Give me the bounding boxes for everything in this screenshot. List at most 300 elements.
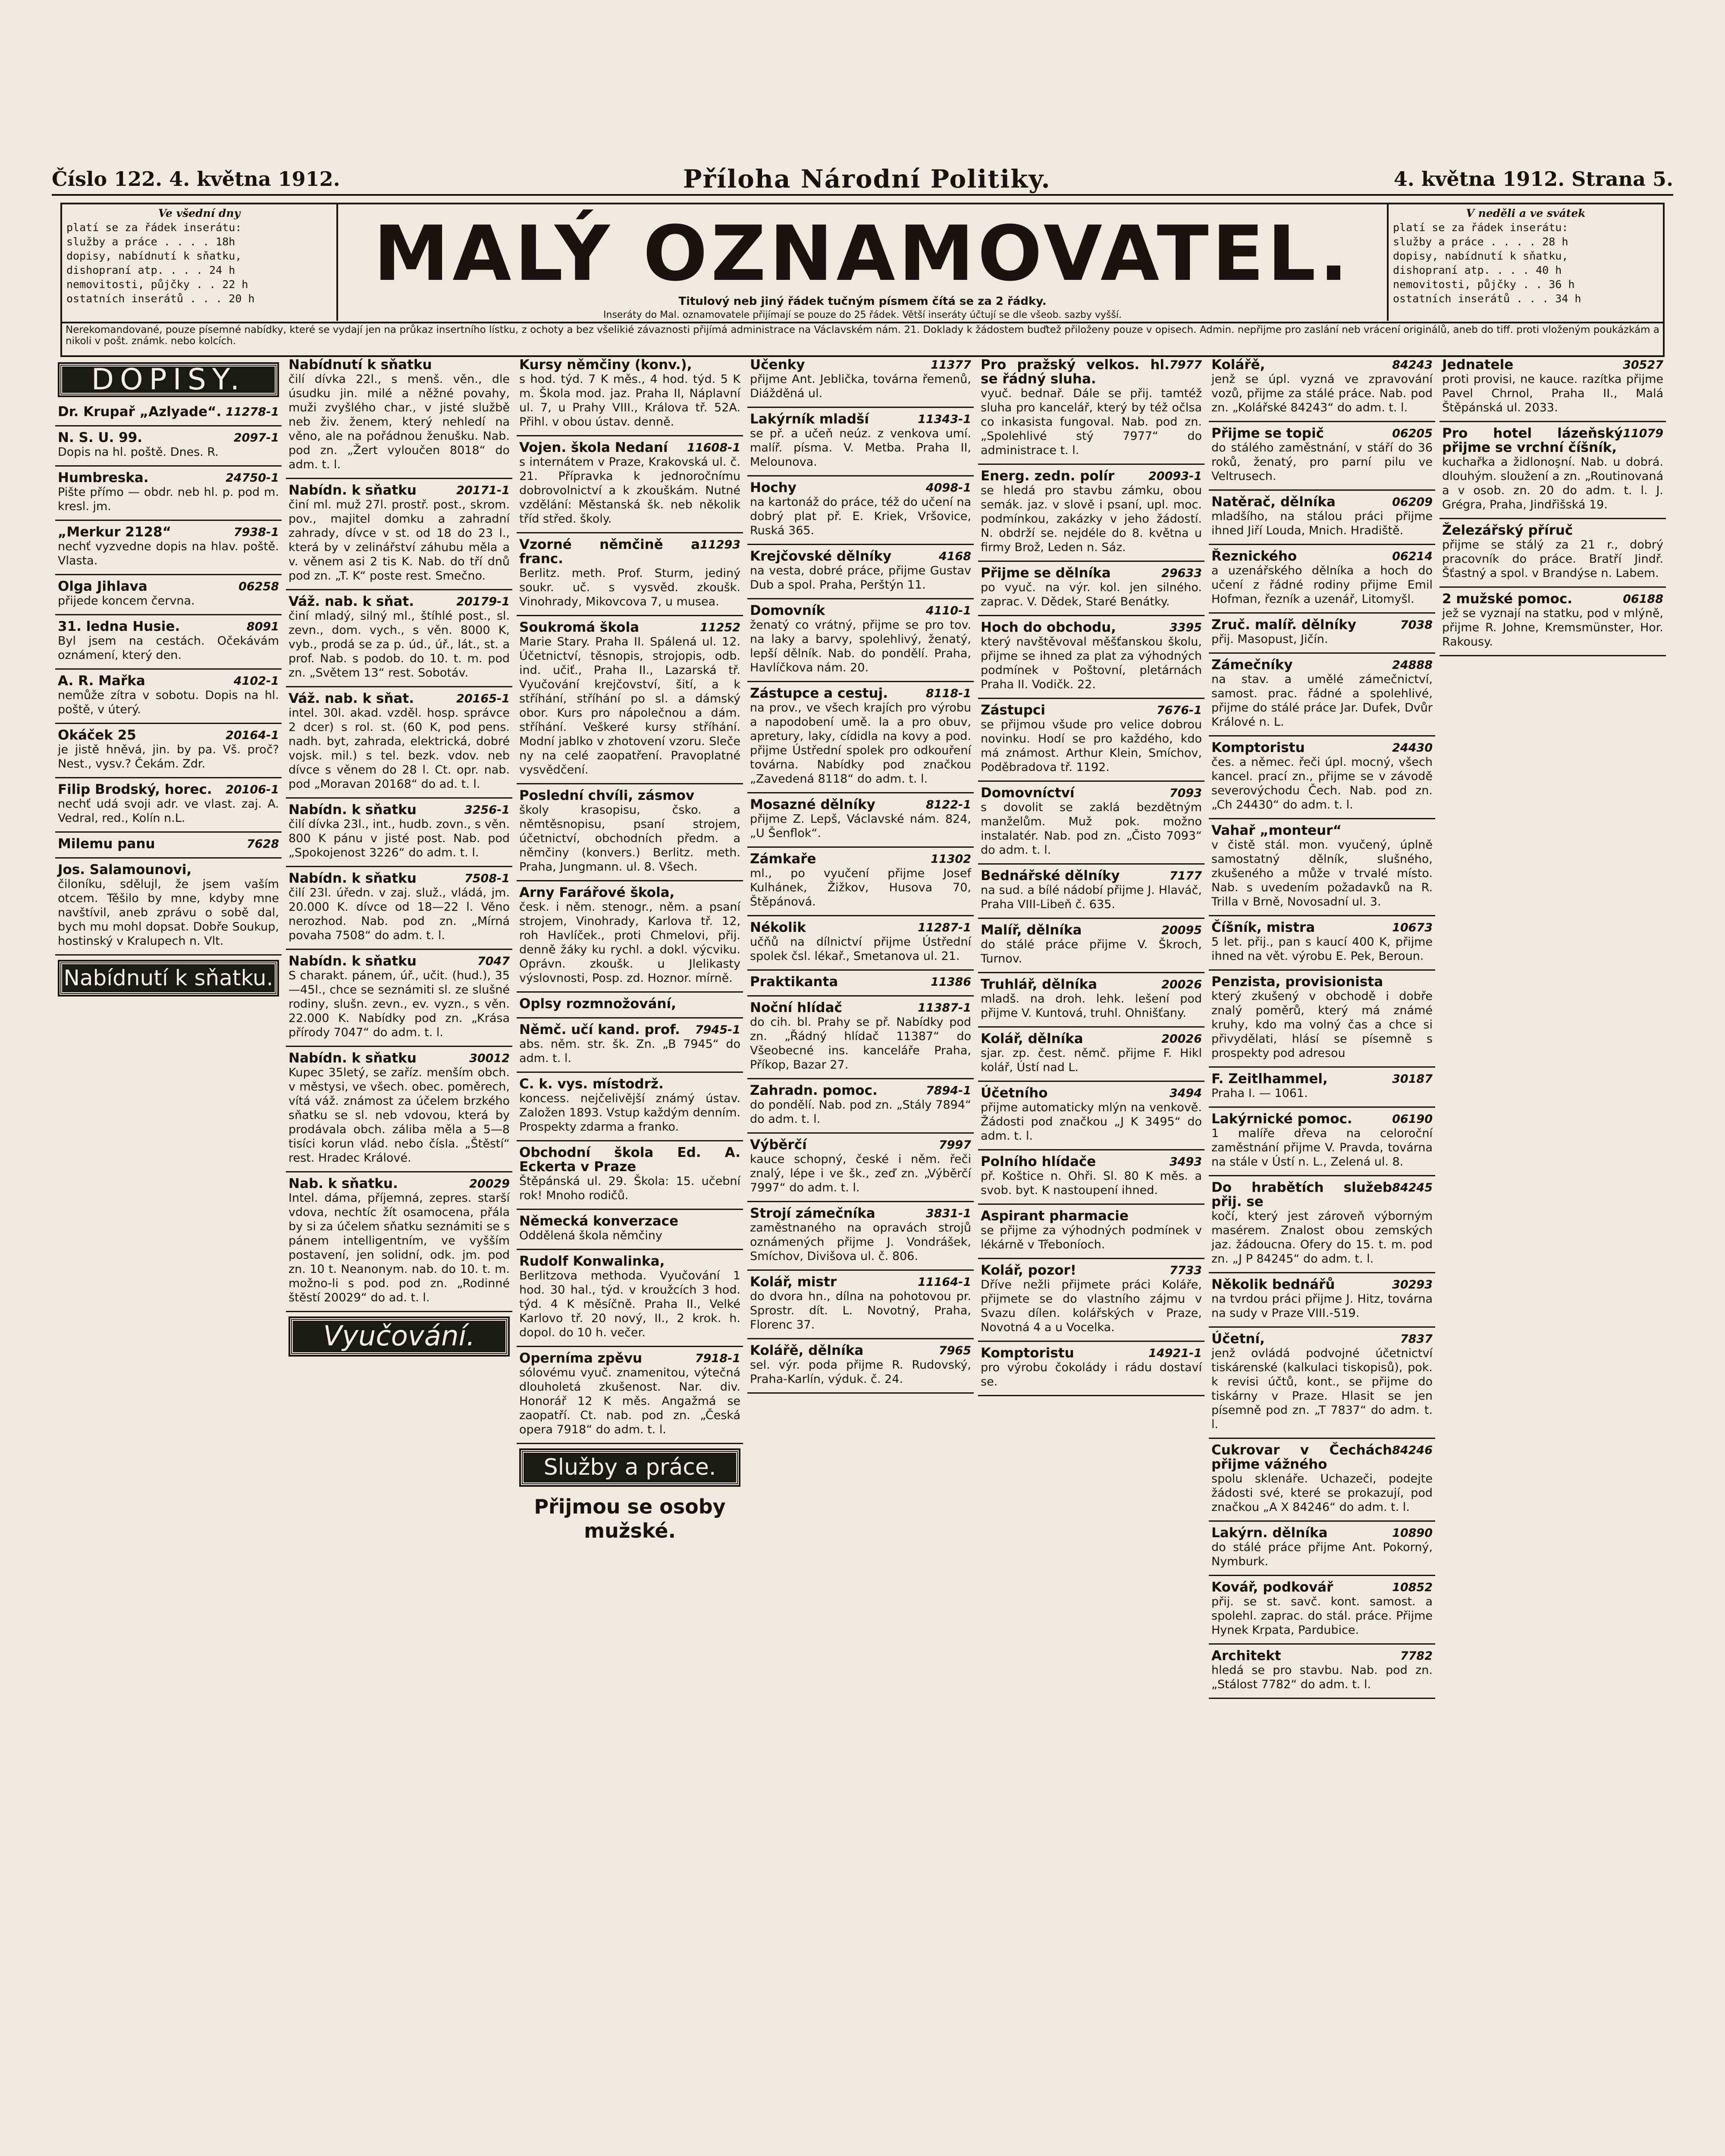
ad-number: 10852: [1392, 1581, 1433, 1594]
ad-divider: [747, 1269, 974, 1271]
ad-number: 06214: [1392, 550, 1433, 563]
column-2-ads: [286, 358, 512, 1312]
classified-ad: [750, 412, 971, 469]
classified-ad: [750, 358, 971, 401]
classified-ad: [289, 1051, 510, 1165]
ad-text: zaměstnaného na opravách strojů oznámených přijme J. Vondrášek, Smíchov, Divišova ul. č. 806.: [750, 1221, 971, 1263]
ad-heading: Hochy: [750, 480, 797, 495]
classified-ad: [750, 921, 971, 963]
ad-number: 4110-1: [925, 604, 971, 617]
ad-divider: [747, 969, 974, 971]
ad-divider: [286, 589, 512, 590]
ad-number: 20026: [1161, 978, 1202, 991]
ad-heading: Do hrabětích služeb přij. se: [1211, 1180, 1393, 1210]
classified-ad: [750, 549, 971, 592]
ad-heading: Domovníctví: [981, 785, 1075, 801]
ad-number: 84245: [1392, 1181, 1433, 1194]
ad-heading: A. R. Mařka: [58, 673, 145, 689]
ad-number: 3831-1: [925, 1207, 971, 1220]
ad-divider: [55, 425, 282, 426]
ad-text: který navštěvoval měšťanskou školu, přijme se ihned za plat za výhodných podmínek v Poštovní, pletárnách Praha II. Vodičk. 22.: [981, 635, 1202, 691]
ad-heading: Lakýrnické pomoc.: [1211, 1111, 1352, 1127]
classified-ad: [519, 441, 740, 526]
ad-heading: Vahař „monteur“: [1211, 823, 1342, 838]
ad-text: na prov., ve všech krajích pro výrobu a napodobení umě. la a pro obuv, apretury, laky, cídidla na kovy a pod. přijme Ústřední spolek pro odkouření továrna. Nabídky pod značkou „Zavedená 8118“ do adm. t. l.: [750, 701, 971, 786]
ad-number: 7177: [1169, 869, 1202, 883]
ad-number: 11079: [1623, 427, 1663, 440]
masthead-fineprint: Nerekomandované, pouze písemné nabídky, které se vydají jen na průkaz insertního lístku, z ochoty a bez všelikié závaznosti přijímá administrace na Václavském nám. 21. Dokladу k žádostem buďtež přiloženy pouze v opisech. Admin. nepřijme pro zaslání neb vrácení originálů, aneb do tiff. proti vloženým poukázkám a nikoli v pošt. známk. nebo kolcích.: [62, 322, 1663, 348]
classified-ad: [519, 789, 740, 874]
ad-text: 5 let. přij., pan s kaucí 400 K, přijme ihned na vět. výrobu E. Pek, Beroun.: [1211, 935, 1433, 963]
ad-divider: [55, 857, 282, 859]
classified-ad: [58, 837, 279, 851]
ad-divider: [747, 915, 974, 916]
rate-line: ostatních inserátů . . . 20 h: [66, 292, 255, 305]
ad-divider: [747, 1392, 974, 1394]
ad-number: 20165-1: [456, 692, 510, 705]
ad-heading: Přijme se topič: [1211, 426, 1324, 441]
ad-number: 7997: [938, 1138, 971, 1152]
ad-heading: Nabídn. k sňatku: [289, 483, 417, 498]
ad-divider: [286, 1311, 512, 1312]
ad-heading: Učenky: [750, 358, 805, 373]
classified-ad: [750, 604, 971, 675]
ad-heading: Kolář, pozor!: [981, 1263, 1076, 1278]
ad-text: kuchařka a židlonoşní. Nab. u dobrá. dlouhým. sloužení a zn. „Routinovaná a v osob. zn. 20 do adm. t. l. J. Grégra, Praha, Jindřišská 19.: [1442, 455, 1663, 511]
ad-text: nechť vyzvedne dopis na hlav. poště. Vlasta.: [58, 540, 279, 567]
masthead-subtitle: Titulový neb jiný řádek tučným písmem čítá se za 2 řádky.: [678, 295, 1047, 308]
ad-text: který zkušený v obchodě i dobře znalý poměrů, který má známé kruhy, kdo ma volný čas a chce si přivydělati, hlásí se písemně s prospekty pod adresou: [1211, 990, 1433, 1060]
ad-divider: [286, 478, 512, 479]
rate-line: dopisy, nabídnutí k sňatku,: [66, 250, 242, 262]
ad-number: 7733: [1169, 1264, 1202, 1277]
ad-text: s internátem v Praze, Krakovská ul. č. 21. Přípravka k jednoročnímu dobrovolnictví a k zkouškám. Nutné vzdělání: Městanská šk. neb několik tříd střed. školy.: [519, 455, 740, 526]
ad-divider: [286, 1046, 512, 1047]
ad-divider: [978, 1203, 1204, 1205]
ad-heading: Nabídn. k sňatku: [289, 802, 417, 818]
ad-heading: Jednatele: [1442, 358, 1514, 373]
ad-heading: Nabídnutí k sňatku: [289, 358, 432, 373]
classified-ad: [289, 692, 510, 791]
ad-divider: [517, 1140, 743, 1141]
ad-heading: Cukrovar v Čechách přijme vážného: [1211, 1442, 1393, 1472]
ad-heading: Lakýrník mladší: [750, 411, 869, 427]
ad-number: 11287-1: [918, 921, 971, 934]
ad-divider: [747, 475, 974, 476]
ad-heading: Kolářě,: [1211, 358, 1265, 373]
classified-ad: [750, 1275, 971, 1332]
classified-ad: [519, 997, 740, 1011]
ad-divider: [1440, 518, 1666, 519]
ad-text: nechť udá svoji adr. ve vlast. zaj. A. Vedral, red., Kolín n.L.: [58, 797, 279, 825]
ad-text: proti provisi, ne kauce. razítka přijme Pavel Chrnol, Praha II., Malá Štěpánská ul. 2033.: [1442, 373, 1663, 414]
ad-divider: [1209, 489, 1435, 491]
ad-text: přijme automaticky mlýn na venkově. Žádosti pod značkou „J K 3495“ do adm. t. l.: [981, 1101, 1202, 1143]
section-title: MALÝ OZNAMOVATEL.: [373, 210, 1352, 298]
ad-text: čilí 23l. úředn. v zaj. služ., vládá, jm. 20.000 K. dívce od 18—22 l. Věno nerozhod. Nab. pod zn. „Mírná povaha 7508“ do adm. t. l.: [289, 886, 510, 942]
ad-divider: [517, 435, 743, 436]
ad-text: nemůže zítra v sobotu. Dopis na hl. poště, v úterý.: [58, 689, 279, 716]
ad-number: 3494: [1169, 1087, 1202, 1100]
ad-number: 11252: [700, 621, 740, 634]
column-3: [517, 358, 743, 2156]
ad-heading: Nabídn. k sňatku: [289, 871, 417, 886]
classified-ad: [750, 1344, 971, 1386]
column-5-ads: [978, 358, 1204, 1396]
ad-divider: [517, 1209, 743, 1210]
ad-heading: Aspirant pharmacie: [981, 1208, 1129, 1224]
classified-ad: [1211, 1072, 1433, 1100]
classified-ad: [519, 1023, 740, 1065]
ad-heading: Noční hlídač: [750, 1000, 842, 1015]
ad-divider: [55, 465, 282, 467]
ad-heading: Vzorné němčině a franc.: [519, 537, 700, 567]
ad-number: 14921-1: [1148, 1347, 1202, 1360]
ad-heading: Natěrač, dělníka: [1211, 494, 1336, 510]
classified-ad: [289, 954, 510, 1040]
ad-divider: [747, 1201, 974, 1202]
ad-divider: [747, 1078, 974, 1079]
ad-heading: Nékolik: [750, 920, 806, 935]
ad-heading: Filip Brodský, horec.: [58, 782, 212, 797]
ad-number: 30012: [469, 1052, 510, 1065]
ad-text: s hod. týd. 7 K měs., 4 hod. týd. 5 K m. Škola mod. jaz. Praha II, Náplavní ul. 7, u Prahy VIII., Králova tř. 52A. Přihl. v obou ústav. denně.: [519, 373, 740, 429]
classified-ad: [981, 703, 1202, 774]
ad-text: př. Koštice n. Ohři. Sl. 80 K měs. a svob. byt. K nastoupení ihned.: [981, 1169, 1202, 1197]
classified-ad: [1211, 824, 1433, 909]
ad-text: Berlitz. meth. Prof. Sturm, jediný soukr. uč. s vysvěd. zkoušk. Vinohrady, Mikovcova 7, u musea.: [519, 567, 740, 608]
ad-text: mladš. na droh. lehk. lešení pod přijme V. Kuntová, truhl. Ohnišťany.: [981, 992, 1202, 1020]
ad-heading: Dr. Krupař „Azlyade“.: [58, 404, 222, 420]
ad-text: na sud. a bílé nádobí přijme J. Hlaváč, Praha VIII-Libeň č. 635.: [981, 884, 1202, 911]
ad-divider: [1209, 1175, 1435, 1176]
ad-number: 06188: [1623, 592, 1663, 606]
ad-number: 3493: [1169, 1155, 1202, 1169]
ad-number: 06209: [1392, 495, 1433, 509]
ad-text: pro výrobu čokolády i rádu dostaví se.: [981, 1361, 1202, 1388]
ad-divider: [55, 520, 282, 521]
ad-text: čes. a němec. řeči úpl. mocný, všech kancel. prací zn., přijme se v závodě severovýchodu Čech. Nab. pod zn. „Ch 24430“ do adm. t. l.: [1211, 755, 1433, 812]
classified-ad: [58, 471, 279, 514]
ad-number: 2097-1: [233, 431, 279, 445]
ad-divider: [747, 598, 974, 599]
ad-number: 24888: [1392, 658, 1433, 672]
rate-line: dopisy, nabídnutí k sňatku,: [1393, 250, 1568, 262]
ad-number: 24750-1: [226, 471, 279, 485]
classified-ad: [289, 483, 510, 583]
ad-divider: [517, 1017, 743, 1018]
ad-divider: [517, 1346, 743, 1347]
ad-number: 20029: [469, 1177, 510, 1191]
masthead: [60, 203, 1665, 357]
classified-ad: [1211, 1181, 1433, 1266]
classified-ad: [58, 405, 279, 419]
ad-divider: [978, 1081, 1204, 1082]
ad-heading: Nab. k sňatku.: [289, 1176, 398, 1191]
ad-heading: Účetní,: [1211, 1331, 1265, 1347]
ad-text: se přijme za výhodných podmínek v lékárně v Třeboníoch.: [981, 1224, 1202, 1251]
rate-line: platí se za řádek inserátu:: [66, 221, 242, 234]
ad-heading: Lakýrn. dělníka: [1211, 1525, 1328, 1541]
page-number: 4. května 1912. Strana 5.: [1393, 167, 1673, 191]
ad-number: 8118-1: [925, 687, 971, 700]
ad-heading: Arny Farářové škola,: [519, 885, 675, 900]
ad-heading: Soukromá škola: [519, 620, 639, 635]
classified-ad: [1211, 618, 1433, 646]
ad-divider: [1209, 1106, 1435, 1108]
classified-ad: [58, 863, 279, 948]
classified-ad: [1211, 426, 1433, 483]
ad-number: 10673: [1392, 921, 1433, 934]
classified-ad: [1442, 358, 1663, 415]
classified-ad: [981, 358, 1202, 458]
ad-divider: [1209, 818, 1435, 819]
column-5: [978, 358, 1204, 2156]
ad-text: 1 malíře dřeva na celoroční zaměstnání přijme V. Pravda, továrna na stále v Ústí n. L., Zelená ul. 8.: [1211, 1127, 1433, 1169]
ad-text: Intel. dáma, příjemná, zepres. starší vdova, nechtíc žít osamocena, přála by si za účelem sňatku seznámiti se s pánem intelligentním, ve vyšším postavení, jen solidní, odk. jm. pod zn. 10 t. Neanonym. nab. do 10. t. m. možno-li s pod. pod zn. „Rodinné štěstí 20029“ do ad. t. l.: [289, 1191, 510, 1304]
ad-number: 30293: [1392, 1278, 1433, 1291]
ad-number: 20093-1: [1148, 470, 1202, 483]
classified-ad: [1442, 426, 1663, 512]
column-4: [747, 358, 974, 2156]
ad-heading: Milemu panu: [58, 836, 155, 852]
ad-divider: [1209, 915, 1435, 916]
ad-heading: Nabídn. k sňatku: [289, 1050, 417, 1066]
ad-divider: [286, 866, 512, 867]
ad-divider: [55, 668, 282, 670]
ad-divider: [747, 846, 974, 848]
ad-text: do stálé práce přijme Ant. Pokorný, Nymburk.: [1211, 1541, 1433, 1568]
ad-heading: Oplsy rozmnožování,: [519, 996, 676, 1012]
ad-text: mladšího, na stálou práci přijme ihned Jiří Louda, Mnich. Hradiště.: [1211, 510, 1433, 537]
ad-number: 20106-1: [226, 783, 279, 796]
ad-text: přijme Z. Lepš, Václavské nám. 824, „U Šenflok“.: [750, 812, 971, 840]
ad-divider: [517, 1443, 743, 1444]
ad-number: 20171-1: [456, 484, 510, 497]
ad-heading: Zruč. malíř. dělníky: [1211, 617, 1357, 633]
ad-text: S charakt. pánem, úř., učit. (hud.), 35—45l., chce se seznámiti sl. ze slušné rodiny, slušn. zevn., ev. vyzn., s věn. 22.000 K. Nabídky pod zn. „Krása přírody 7047“ do adm. t. l.: [289, 969, 510, 1039]
classified-ad: [1211, 1443, 1433, 1514]
ad-text: na stav. a umělé zámečnictví, samost. prac. řádné a spolehlivé, přijme do stálé práce Jar. Dufek, Dvůr Králové n. L.: [1211, 673, 1433, 729]
ad-divider: [517, 991, 743, 993]
ad-text: Marie Stary. Praha II. Spálená ul. 12. Účetnictví, těsnopis, strojopis, odb. ind. učiť., Praha II., Lazarská tř. Vyučování krejčovství, šití, a k stříhání, stříhání po sl. a dámský obor. Kurs pro nápolečnou a dám. stříhání. Veškeré kursy stříhání. Modní jablko v zhotovení vzoru. Sleče ny na celé zaopatření. Pravoplatné vysvědčení.: [519, 635, 740, 777]
column-2: [286, 358, 512, 2156]
ad-text: přij. se st. savč. kont. samost. a spolehl. zaprac. do stál. práce. Přijme Hynek Krpata, Pardubice.: [1211, 1595, 1433, 1637]
ad-divider: [747, 792, 974, 793]
ad-number: 11293: [700, 538, 740, 552]
ad-text: na vesta, dobré práce, přijme Gustav Dub a spol. Praha, Perštýn 11.: [750, 564, 971, 592]
classified-ad: [289, 595, 510, 680]
rate-line: ostatních inserátů . . . 34 h: [1393, 292, 1581, 305]
ad-text: Pište přímo — obdr. neb hl. p. pod m. kresl. jm.: [58, 486, 279, 513]
ad-text: s dovolit se zaklá bezdětným manželům. Muž pok. možno instalatér. Nab. pod zn. „Čisto 7093“ do adm. t. l.: [981, 801, 1202, 857]
ad-text: na kartonáž do práce, též do učení na dobrý plat př. E. Kriek, Vršovice, Ruská 365.: [750, 495, 971, 537]
classified-ad: [289, 871, 510, 943]
classified-ad: [750, 1138, 971, 1195]
ad-number: 84243: [1392, 358, 1433, 372]
ad-divider: [978, 698, 1204, 699]
ad-text: a uzenářského dělníka a hoch do učení z řádné rodiny přijme Emil Hofman, řezník a uzenář, Litomyšl.: [1211, 564, 1433, 606]
rate-line: nemovitosti, půjčky . . 22 h: [66, 278, 248, 291]
ad-divider: [517, 880, 743, 881]
ad-text: Byl jsem na cestách. Očekávám oznámení, který den.: [58, 634, 279, 662]
ad-heading: Zámečníky: [1211, 657, 1293, 673]
ad-number: 7628: [246, 837, 279, 851]
ad-text: školy krasopisu, čsko. a němtěsnopisu, psaní strojem, účetnictví, obchodních předm. a němčiny (konvers.) Berlitz. meth. Praha, Jungmann. ul. 8. Všech.: [519, 803, 740, 874]
ad-divider: [978, 918, 1204, 919]
ad-divider: [978, 561, 1204, 562]
classified-ad: [1442, 523, 1663, 580]
column-7-ads: [1440, 358, 1666, 656]
ad-divider: [517, 532, 743, 533]
ad-divider: [1209, 1698, 1435, 1699]
classified-ad: [289, 1177, 510, 1305]
classified-ad: [981, 1263, 1202, 1335]
ad-number: 29633: [1161, 567, 1202, 580]
ad-divider: [286, 1171, 512, 1172]
column-3-ads: [517, 358, 743, 1444]
section-heading-dopisy: DOPISY.: [60, 364, 277, 395]
ad-text: koncess. nejčelivější známý ústav. Založen 1893. Vstup každým denním. Prospekty zdarma a franko.: [519, 1092, 740, 1134]
classified-ad: [519, 1351, 740, 1437]
classified-ad: [58, 620, 279, 662]
ad-text: se přijmou všude pro velice dobrou novinku. Hodí se pro každého, kdo má známost. Arthur Klein, Smíchov, Poděbradova tř. 1192.: [981, 718, 1202, 774]
classified-ad: [981, 1086, 1202, 1143]
ad-number: 7676-1: [1156, 704, 1202, 717]
ad-heading: Účetního: [981, 1085, 1048, 1101]
ad-number: 06258: [238, 580, 279, 593]
ad-divider: [747, 544, 974, 545]
ad-text: sel. výr. poda přijme R. Rudovský, Praha-Karlín, výduk. č. 24.: [750, 1358, 971, 1386]
classified-ad: [1211, 975, 1433, 1060]
hire-heading: Přijmou se osoby mužské.: [534, 1495, 726, 1542]
classified-ad: [981, 869, 1202, 912]
classified-ad: [519, 1077, 740, 1134]
classified-ad: [58, 674, 279, 717]
ad-divider: [55, 723, 282, 724]
ad-heading: Pro hotel lázeňský přijme se vrchní číšník,: [1442, 426, 1623, 455]
classified-ad: [750, 1206, 971, 1263]
classified-ad: [519, 620, 740, 777]
ad-number: 7945-1: [695, 1023, 740, 1037]
column-6: [1209, 358, 1435, 2156]
ad-text: v čistě stál. mon. vyučený, úplně samostatný dělník, slušného, zkušeného a může v trvalé místo. Nab. s uvedením požadavků na R. Trilla v Brně, Novosadní ul. 3.: [1211, 838, 1433, 909]
ad-heading: 31. ledna Husie.: [58, 619, 180, 634]
ad-divider: [978, 1395, 1204, 1396]
ad-heading: Zámkaře: [750, 851, 816, 867]
classified-ad: [1211, 495, 1433, 538]
ad-number: 4168: [938, 550, 971, 563]
classified-ad: [981, 620, 1202, 692]
ad-text: Praha I. — 1061.: [1211, 1087, 1308, 1100]
ad-number: 11377: [931, 358, 971, 372]
classified-ad: [1442, 592, 1663, 649]
ad-heading: Architekt: [1211, 1648, 1281, 1664]
ad-text: se př. a učeň neúz. z venkova umí. malíř. písma. V. Metba. Praha II, Melounova.: [750, 427, 971, 469]
ad-divider: [747, 995, 974, 997]
ad-heading: Olga Jihlava: [58, 579, 147, 594]
ad-divider: [1209, 612, 1435, 614]
ad-text: ženatý co vrátný, přijme se pro tov. na laky a barvy, spolehlivý, ženatý, lepší dělník. Nab. do pondělí. Praha, Havlíčkova nám. 20.: [750, 618, 971, 674]
ad-text: do stálého zaměstnání, v stáří do 36 roků, ženatý, pro parní pilu ve Veltrusech.: [1211, 441, 1433, 483]
ad-text: sólovému vyuč. znamenitou, výtečná dlouholetá zkušenost. Nar. div. Honorář 12 K měs. Angažmá se zaopatří. Ct. nab. pod zn. „Česká opera 7918“ do adm. t. l.: [519, 1366, 740, 1436]
ad-number: 11343-1: [918, 413, 971, 426]
classified-ad: [519, 1214, 740, 1243]
ad-number: 7977: [1169, 358, 1202, 372]
ad-divider: [517, 783, 743, 784]
ad-heading: C. k. vys. místodrž.: [519, 1076, 664, 1092]
classified-ad: [519, 886, 740, 985]
ad-number: 11302: [931, 852, 971, 866]
section-heading-snatku: Nabídnutí k sňatku.: [60, 962, 277, 995]
classified-ad: [289, 358, 510, 472]
ad-number: 8122-1: [925, 798, 971, 812]
ad-text: sjar. zp. čest. němč. přijme F. Hikl kolář, Ústí nad L.: [981, 1047, 1202, 1074]
classified-ad: [750, 686, 971, 786]
ad-text: abs. něm. str. šk. Zn. „B 7945“ do adm. t. l.: [519, 1037, 740, 1065]
classified-ad: [58, 728, 279, 771]
ad-divider: [1209, 652, 1435, 654]
ad-text: vyuč. bednař. Dále se přij. tamtéž sluha pro kancelář, který by též očlsa co inkasista fungoval. Nab. pod zn. „Spolehlivé stý 7977“ do administrace t. l.: [981, 387, 1202, 457]
ad-number: 11278-1: [226, 405, 279, 419]
ad-divider: [55, 831, 282, 833]
ad-number: 30527: [1623, 358, 1663, 372]
rate-line: dishopraní atp. . . . 40 h: [1393, 264, 1562, 276]
classified-ad: [519, 358, 740, 429]
ad-text: spolu sklenáře. Uchazeči, podejte žádosti své, které se prokazují, pod značkou „A X 84246“ do adm. t. l.: [1211, 1472, 1433, 1514]
classified-ad: [750, 481, 971, 538]
ad-number: 7047: [477, 955, 510, 968]
ad-divider: [978, 1149, 1204, 1150]
ad-columns: [55, 358, 1668, 2156]
ad-text: jež se vyznají na statku, pod v mlýně, přijme R. Johne, Kremsmünster, Hor. Rakousy.: [1442, 607, 1663, 649]
ad-divider: [978, 1341, 1204, 1342]
ad-heading: „Merkur 2128“: [58, 524, 171, 540]
ad-heading: Němč. učí kand. prof.: [519, 1022, 680, 1037]
ad-number: 84246: [1392, 1444, 1433, 1457]
ad-heading: Zástupci: [981, 702, 1045, 718]
ad-text: čiloníku, sdělujl, že jsem vaším otcem. Těšilo by mne, kdyby mne navštívil, aneb zprávu o sobě dal, bych mu mohl dopsat. Dobře Soukup, hostinský v Kralupech n. Vlt.: [58, 877, 279, 948]
classified-ad: [58, 580, 279, 608]
ad-number: 7782: [1400, 1649, 1433, 1663]
ad-divider: [1209, 421, 1435, 422]
classified-ad: [1211, 1332, 1433, 1432]
ad-heading: Strojí zámečníka: [750, 1206, 875, 1221]
ad-text: činí mladý, silný ml., štíhlé post., sl. zevn., dom. vych., s věn. 8000 K, vyb., prodá se za p. úd., úř., lát., st. a prof. Nab. s podob. do 10. t. m. pod zn. „Světem 13“ rest. Sobotáv.: [289, 609, 510, 680]
ad-text: Štěpánská ul. 29. Škola: 15. učební rok! Mnoho rodičů.: [519, 1175, 740, 1202]
ad-heading: Kovář, podkovář: [1211, 1579, 1333, 1595]
rate-line: platí se za řádek inserátu:: [1393, 221, 1568, 234]
classified-ad: [750, 975, 971, 989]
ad-number: 7894-1: [925, 1084, 971, 1097]
classified-ad: [750, 798, 971, 840]
rate-line: nemovitosti, půjčky . . 36 h: [1393, 278, 1575, 291]
ad-number: 06205: [1392, 427, 1433, 440]
ad-heading: Kursy němčiny (konv.),: [519, 358, 692, 373]
ad-divider: [517, 615, 743, 616]
ad-divider: [55, 614, 282, 615]
ad-divider: [747, 1338, 974, 1339]
ad-number: 20179-1: [456, 595, 510, 608]
classified-ad: [1211, 741, 1433, 812]
ad-heading: Humbreska.: [58, 470, 149, 486]
ad-divider: [286, 686, 512, 687]
ad-text: hledá se pro stavbu. Nab. pod zn. „Stálost 7782“ do adm. t. l.: [1211, 1664, 1433, 1691]
ad-text: přijme se stálý za 21 r., dobrý pracovník do práce. Bratří Jindř. Šťastný a spol. v Brandýse n. Labem.: [1442, 538, 1663, 580]
ad-divider: [978, 1258, 1204, 1259]
ad-text: do pondělí. Nab. pod zn. „Stály 7894“ do adm. t. l.: [750, 1098, 971, 1126]
ad-divider: [1209, 1643, 1435, 1645]
